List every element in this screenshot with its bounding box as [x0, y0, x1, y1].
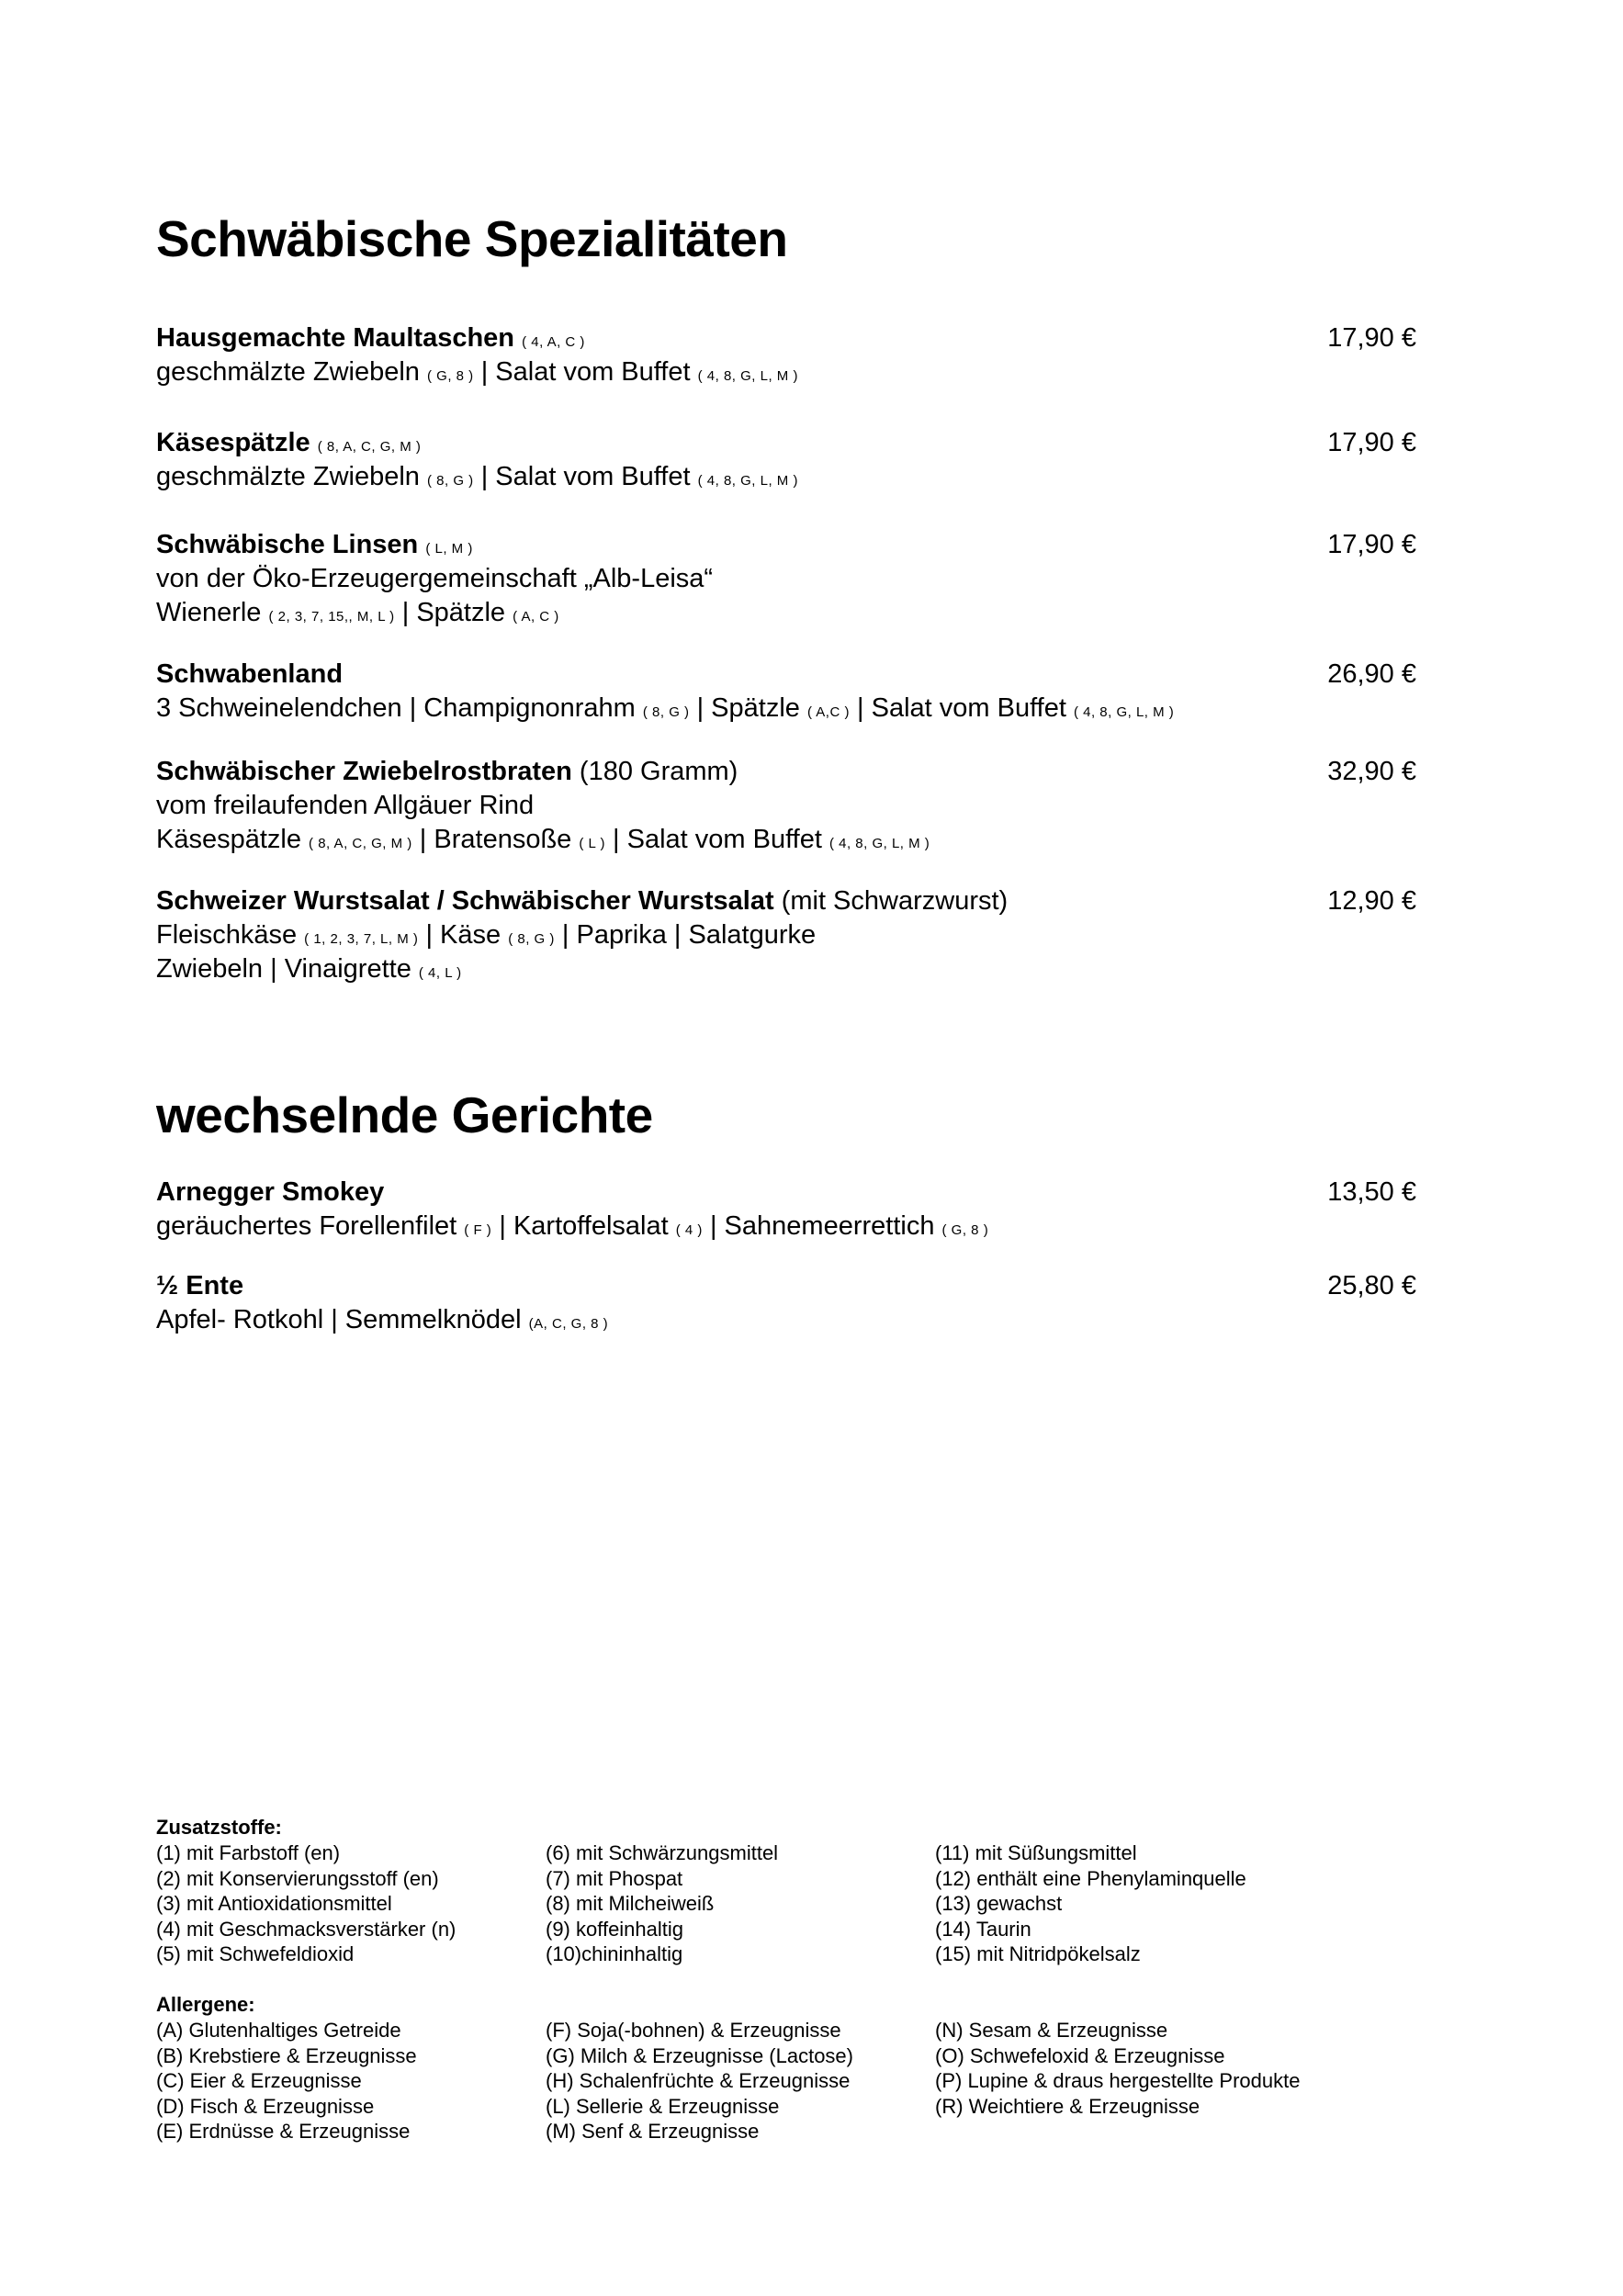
allergene-entry: (F) Soja(-bohnen) & Erzeugnisse	[546, 2019, 841, 2042]
zusatzstoffe-entry: (9) koffeinhaltig	[546, 1917, 684, 1941]
text-segment: Arnegger Smokey	[156, 1177, 385, 1207]
menu-item	[156, 755, 1416, 857]
dish-price: 26,90 €	[1327, 659, 1416, 689]
text-segment: Hausgemachte Maultaschen	[156, 323, 523, 353]
menu-item	[156, 1176, 1416, 1244]
allergene-entry: (G) Milch & Erzeugnisse (Lactose)	[546, 2043, 853, 2067]
zusatzstoffe-column	[156, 1840, 456, 1967]
text-segment: | Paprika | Salatgurke	[554, 920, 817, 950]
dish-price: 13,50 €	[1327, 1177, 1416, 1207]
allergene-column	[546, 2018, 853, 2144]
menu-item	[156, 528, 1416, 630]
allergen-codes: ( 4, 8, G, L, M )	[828, 836, 930, 851]
dish-description	[156, 1210, 1416, 1244]
menu-item	[156, 1269, 1416, 1337]
dish-description	[156, 692, 1416, 726]
zusatzstoffe-entry: (12) enthält eine Phenylaminquelle	[935, 1866, 1246, 1890]
zusatzstoffe-entry: (2) mit Konservierungsstoff (en)	[156, 1866, 439, 1890]
allergene-column	[156, 2018, 417, 2144]
dish-description	[156, 562, 1416, 596]
allergene-entry: (R) Weichtiere & Erzeugnisse	[935, 2094, 1200, 2118]
allergene-entry: (H) Schalenfrüchte & Erzeugnisse	[546, 2069, 851, 2092]
allergene-entry: (C) Eier & Erzeugnisse	[156, 2069, 362, 2092]
allergen-codes: (A, C, G, 8 )	[528, 1316, 609, 1332]
allergen-codes: ( A, C )	[513, 609, 559, 625]
text-segment: geschmälzte Zwiebeln	[156, 357, 427, 387]
allergen-codes: ( 8, G )	[508, 931, 555, 947]
allergen-codes: ( 4, A, C )	[522, 334, 585, 350]
zusatzstoffe-entry: (14) Taurin	[935, 1917, 1031, 1941]
text-segment: Schwäbische Linsen	[156, 530, 426, 559]
allergene-legend	[156, 1992, 1301, 2146]
allergen-codes: ( 4, 8, G, L, M )	[697, 368, 798, 384]
zusatzstoffe-entry: (10)chininhaltig	[546, 1942, 683, 1965]
text-segment: ½ Ente	[156, 1271, 244, 1300]
text-segment: | Salat vom Buffet	[473, 462, 698, 491]
menu-item	[156, 426, 1416, 494]
dish-description	[156, 596, 1416, 630]
text-segment: | Käse	[418, 920, 509, 950]
dish-description	[156, 1303, 1416, 1337]
allergene-entry: (D) Fisch & Erzeugnisse	[156, 2094, 375, 2118]
text-segment: vom freilaufenden Allgäuer Rind	[156, 791, 535, 820]
menu-item	[156, 658, 1416, 726]
allergene-column	[935, 2018, 1300, 2119]
dish-price: 17,90 €	[1327, 428, 1416, 457]
zusatzstoffe-entry: (13) gewachst	[935, 1892, 1063, 1915]
zusatzstoffe-entry: (6) mit Schwärzungsmittel	[546, 1841, 779, 1864]
allergen-codes: ( L, M )	[425, 541, 473, 557]
text-segment: (180 Gramm)	[579, 757, 738, 786]
allergen-codes: ( 8, A, C, G, M )	[309, 836, 412, 851]
text-segment: Schwabenland	[156, 659, 344, 689]
allergen-codes: ( 4, 8, G, L, M )	[697, 473, 798, 489]
text-segment: | Salat vom Buffet	[849, 693, 1074, 723]
dish-description	[156, 918, 1416, 952]
section-title: Schwäbische Spezialitäten	[156, 210, 788, 267]
menu-item	[156, 884, 1416, 986]
allergen-codes: ( G, 8 )	[426, 368, 474, 384]
text-segment: Apfel- Rotkohl | Semmelknödel	[156, 1305, 529, 1334]
zusatzstoffe-column	[546, 1840, 778, 1967]
zusatzstoffe-legend	[156, 1815, 1246, 1969]
dish-price: 12,90 €	[1327, 886, 1416, 916]
allergen-codes: ( G, 8 )	[941, 1222, 989, 1238]
zusatzstoffe-columns	[156, 1840, 1246, 1969]
allergen-codes: ( 2, 3, 7, 15,, M, L )	[268, 609, 395, 625]
text-segment: von der Öko-Erzeugergemeinschaft „Alb-Leisa“	[156, 564, 714, 593]
text-segment: Käsespätzle	[156, 825, 310, 854]
text-segment: geräuchertes Forellenfilet	[156, 1211, 465, 1241]
dish-name	[156, 755, 1416, 789]
allergene-title: Allergene:	[156, 1993, 255, 2016]
allergen-codes: ( 8, G )	[642, 704, 690, 720]
menu-item	[156, 321, 1416, 389]
zusatzstoffe-entry: (1) mit Farbstoff (en)	[156, 1841, 341, 1864]
allergene-entry: (B) Krebstiere & Erzeugnisse	[156, 2043, 417, 2067]
text-segment: Schweizer Wurstsalat / Schwäbischer Wurstsalat	[156, 886, 782, 916]
dish-price: 25,80 €	[1327, 1271, 1416, 1300]
allergen-codes: ( 4, L )	[418, 965, 462, 981]
text-segment: | Kartoffelsalat	[491, 1211, 676, 1241]
text-segment: Fleischkäse	[156, 920, 305, 950]
dish-name	[156, 884, 1416, 918]
text-segment: Zwiebeln | Vinaigrette	[156, 954, 419, 984]
allergene-entry: (P) Lupine & draus hergestellte Produkte	[935, 2069, 1301, 2092]
allergene-entry: (A) Glutenhaltiges Getreide	[156, 2019, 401, 2042]
dish-name	[156, 1176, 1416, 1210]
dish-name	[156, 321, 1416, 355]
section-title: wechselnde Gerichte	[156, 1086, 653, 1143]
text-segment: Käsespätzle	[156, 428, 318, 457]
dish-description	[156, 355, 1416, 389]
zusatzstoffe-entry: (15) mit Nitridpökelsalz	[935, 1942, 1141, 1965]
text-segment: | Bratensoße	[411, 825, 580, 854]
allergen-codes: ( 4 )	[675, 1222, 703, 1238]
dish-name	[156, 1269, 1416, 1303]
zusatzstoffe-entry: (7) mit Phospat	[546, 1866, 683, 1890]
allergene-entry: (N) Sesam & Erzeugnisse	[935, 2019, 1168, 2042]
dish-price: 17,90 €	[1327, 323, 1416, 353]
allergene-columns	[156, 2018, 1301, 2146]
text-segment: geschmälzte Zwiebeln	[156, 462, 427, 491]
text-segment: (mit Schwarzwurst)	[781, 886, 1009, 916]
text-segment: 3 Schweinelendchen | Champignonrahm	[156, 693, 643, 723]
text-segment: | Sahnemeerrettich	[702, 1211, 942, 1241]
allergene-entry: (L) Sellerie & Erzeugnisse	[546, 2094, 780, 2118]
dish-description	[156, 952, 1416, 986]
allergene-entry: (O) Schwefeloxid & Erzeugnisse	[935, 2043, 1225, 2067]
dish-description	[156, 789, 1416, 823]
allergene-entry: (E) Erdnüsse & Erzeugnisse	[156, 2120, 411, 2143]
zusatzstoffe-entry: (3) mit Antioxidationsmittel	[156, 1892, 392, 1915]
allergen-codes: ( 4, 8, G, L, M )	[1073, 704, 1175, 720]
dish-description	[156, 460, 1416, 494]
zusatzstoffe-entry: (4) mit Geschmacksverstärker (n)	[156, 1917, 456, 1941]
allergen-codes: ( 8, A, C, G, M )	[317, 439, 422, 455]
dish-name	[156, 658, 1416, 692]
text-segment: Schwäbischer Zwiebelrostbraten	[156, 757, 580, 786]
text-segment: Wienerle	[156, 598, 269, 627]
allergene-entry: (M) Senf & Erzeugnisse	[546, 2120, 760, 2143]
zusatzstoffe-entry: (11) mit Süßungsmittel	[935, 1841, 1137, 1864]
dish-name	[156, 528, 1416, 562]
text-segment: | Salat vom Buffet	[473, 357, 698, 387]
dish-price: 32,90 €	[1327, 757, 1416, 786]
dish-description	[156, 823, 1416, 857]
allergen-codes: ( L )	[579, 836, 605, 851]
dish-name	[156, 426, 1416, 460]
allergen-codes: ( A,C )	[806, 704, 850, 720]
zusatzstoffe-entry: (8) mit Milcheiweiß	[546, 1892, 715, 1915]
text-segment: | Salat vom Buffet	[604, 825, 829, 854]
allergen-codes: ( 8, G )	[426, 473, 474, 489]
zusatzstoffe-entry: (5) mit Schwefeldioxid	[156, 1942, 355, 1965]
zusatzstoffe-column	[935, 1840, 1246, 1967]
allergen-codes: ( 1, 2, 3, 7, L, M )	[304, 931, 419, 947]
zusatzstoffe-title: Zusatzstoffe:	[156, 1816, 282, 1839]
dish-price: 17,90 €	[1327, 530, 1416, 559]
text-segment: | Spätzle	[689, 693, 807, 723]
text-segment: | Spätzle	[394, 598, 513, 627]
allergen-codes: ( F )	[464, 1222, 492, 1238]
